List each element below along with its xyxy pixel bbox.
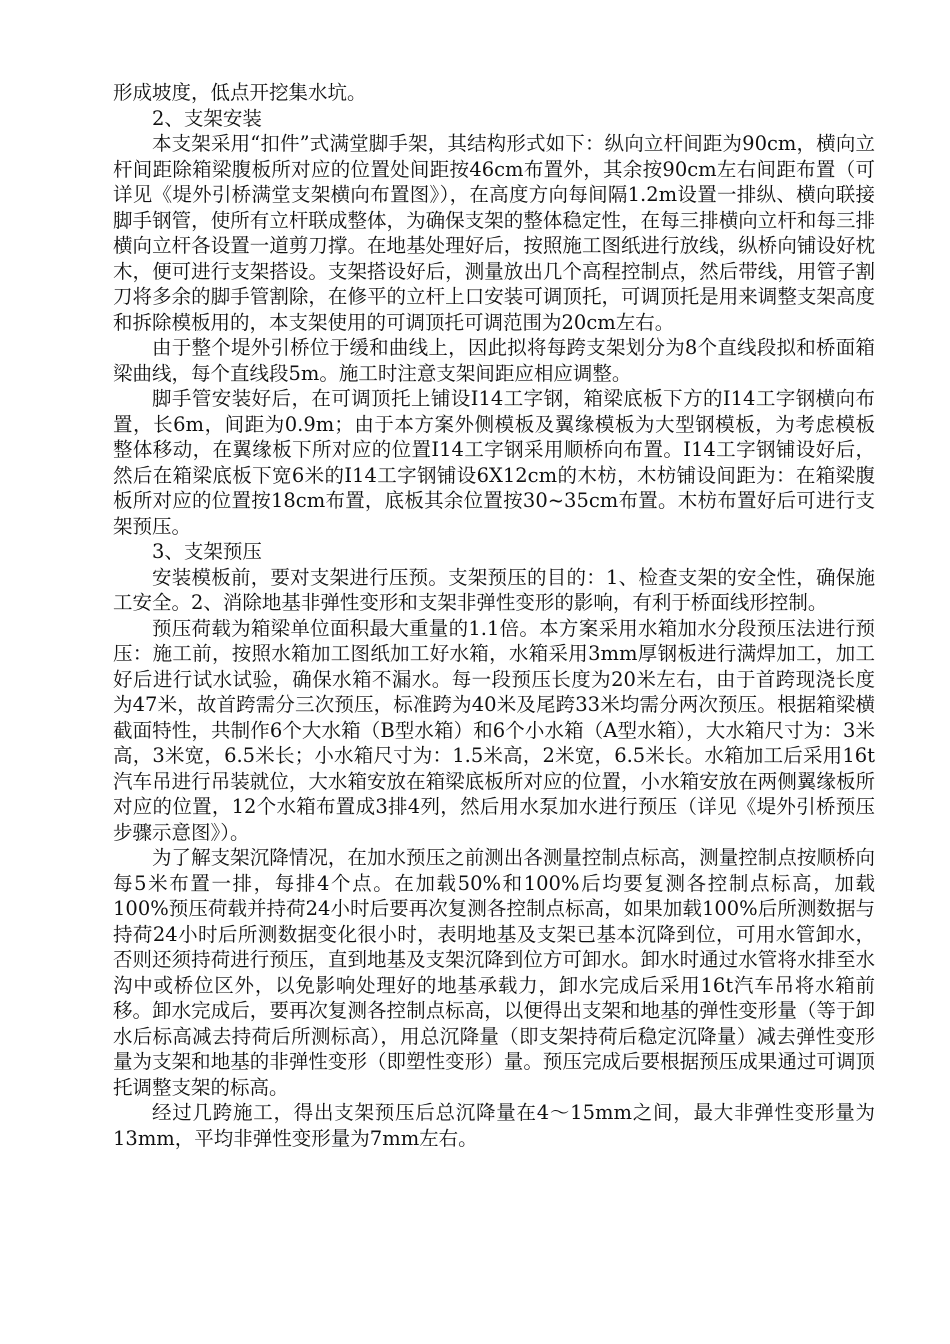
paragraph-continuation: 形成坡度，低点开挖集水坑。 [113, 81, 367, 104]
paragraph-settlement-measurement: 为了解支架沉降情况，在加水预压之前测出各测量控制点标高，测量控制点按顺桥向每5米布置一排，每排4个点。在加载50%和100%后均要复测各控制点标高，加载100%预压荷载并持荷24小时后要再次复测各控制点标高，如果加载100%后所测数据与持荷24小时后所测数据变化很小时，表明地基及支架已基本沉降到位，可用水管卸水，否则还须持荷进行预压，直到地基及支架沉降到位方可卸水。卸水时通过水管将水排至水沟中或桥位区外，以免影响处理好的地基承载力，卸水完成后采用16t汽车吊将水箱前移。卸水完成后，要再次复测各控制点标高，以便得出支架和地基的弹性变形量（等于卸水后标高减去持荷后所测标高），用总沉降量（即支架持荷后稳定沉降量）减去弹性变形量为支架和地基的非弹性变形（即塑性变形）量。预压完成后要根据预压成果通过可调顶托调整支架的标高。 [113, 846, 875, 1099]
document-page [113, 80, 875, 1151]
paragraph-curve-segments: 由于整个堤外引桥位于缓和曲线上，因此拟将每跨支架划分为8个直线段拟和桥面箱梁曲线，每个直线段5m。施工时注意支架间距应相应调整。 [113, 336, 875, 385]
section-heading-support-preload: 3、支架预压 [152, 540, 262, 563]
paragraph-results: 经过几跨施工，得出支架预压后总沉降量在4～15mm之间，最大非弹性变形量为13mm，平均非弹性变形量为7mm左右。 [113, 1101, 875, 1150]
paragraph-preload-purpose: 安装模板前，要对支架进行压预。支架预压的目的：1、检查支架的安全性，确保施工安全。2、消除地基非弹性变形和支架非弹性变形的影响，有利于桥面线形控制。 [113, 565, 875, 614]
paragraph-i-beam-layout: 脚手管安装好后，在可调顶托上铺设I14工字钢，箱梁底板下方的I14工字钢横向布置，长6m，间距为0.9m；由于本方案外侧模板及翼缘模板为大型钢模板，为考虑模板整体移动，在翼缘板下所对应的位置I14工字钢采用顺桥向布置。I14工字钢铺设好后，然后在箱梁底板下宽6米的I14工字钢铺设6X12cm的木枋，木枋铺设间距为：在箱梁腹板所对应的位置按18cm布置，底板其余位置按30~35cm布置。木枋布置好后可进行支架预压。 [113, 387, 875, 538]
paragraph-preload-method: 预压荷载为箱梁单位面积最大重量的1.1倍。本方案采用水箱加水分段预压法进行预压：施工前，按照水箱加工图纸加工好水箱，水箱采用3mm厚钢板进行满焊加工，加工好后进行试水试验，确保水箱不漏水。每一段预压长度为20米左右，由于首跨现浇长度为47米，故首跨需分三次预压，标准跨为40米及尾跨33米均需分两次预压。根据箱梁横截面特性，共制作6个大水箱（B型水箱）和6个小水箱（A型水箱），大水箱尺寸为：3米高，3米宽，6.5米长；小水箱尺寸为：1.5米高，2米宽，6.5米长。水箱加工后采用16t汽车吊进行吊装就位，大水箱安放在箱梁底板所对应的位置，小水箱安放在两侧翼缘板所对应的位置，12个水箱布置成3排4列，然后用水泵加水进行预压（详见《堤外引桥预压步骤示意图》）。 [113, 616, 875, 844]
section-heading-support-installation: 2、支架安装 [152, 106, 262, 130]
paragraph-scaffold-structure: 本支架采用“扣件”式满堂脚手架，其结构形式如下：纵向立杆间距为90cm，横向立杆间距除箱梁腹板所对应的位置处间距按46cm布置外，其余按90cm左右间距布置（可详见《堤外引桥满堂支架横向布置图》），在高度方向每间隔1.2m设置一排纵、横向联接脚手钢管，使所有立杆联成整体，为确保支架的整体稳定性，在每三排横向立杆和每三排横向立杆各设置一道剪刀撑。在地基处理好后，按照施工图纸进行放线，纵桥向铺设好枕木，便可进行支架搭设。支架搭设好后，测量放出几个高程控制点，然后带线，用管子割刀将多余的脚手管割除，在修平的立杆上口安装可调顶托，可调顶托是用来调整支架高度和拆除模板用的，本支架使用的可调顶托可调范围为20cm左右。 [113, 132, 875, 334]
